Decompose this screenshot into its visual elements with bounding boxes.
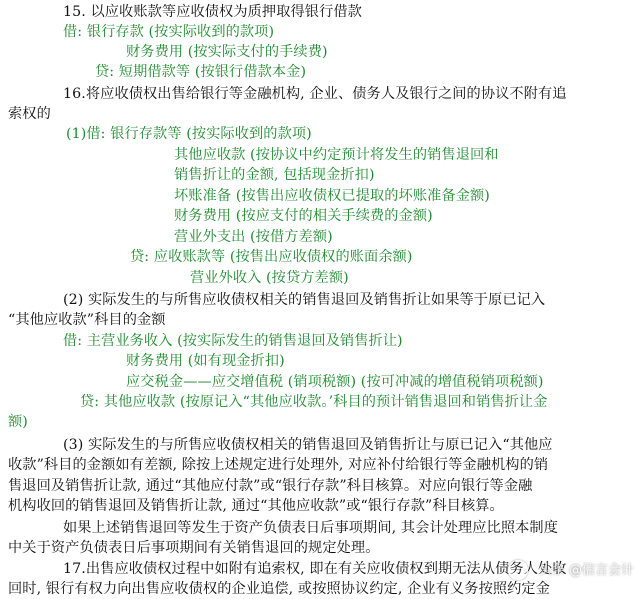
text-line: (2) 实际发生的与所售应收债权相关的销售退回及销售折让如果等于原已记入 <box>63 292 546 308</box>
entry-line: 贷: 其他应收款 (按原记入“其他应收款。’科目的预计销售退回和销售折让金 <box>80 394 548 410</box>
entry-line: 贷: 短期借款等 (按银行借款本金) <box>95 64 307 80</box>
entry-line: (1)借: 银行存款等 (按实际收到的款项) <box>66 126 312 142</box>
text-line: “其他应收款”科目的金额 <box>8 312 166 328</box>
entry-line: 其他应收款 (按协议中约定预计将发生的销售退回和 <box>174 147 499 163</box>
entry-line: 财务费用 (按应支付的相关手续费的金额) <box>174 208 433 224</box>
text-line: 收款”科目的金额如有差额, 除按上述规定进行处理外, 对应补付给银行等金融机构的销 <box>8 457 549 473</box>
text-line: 中关于资产负债表日后事项期间有关销售退回的规定处理。 <box>8 540 380 556</box>
entry-line: 坏账准备 (按售出应收债权已提取的坏账准备金额) <box>174 188 490 204</box>
heading-16: 16.将应收债权出售给银行等金融机构, 企业、债务人及银行之间的协议不附有追 <box>63 86 567 102</box>
heading-15: 15. 以应收账款等应收债权为质押取得银行借款 <box>63 4 362 20</box>
text-line: 机构收回的销售退回及销售折让款, 通过“其他应收款”或“银行存款”科目核算。 <box>8 498 504 514</box>
entry-line: 贷: 应收账款等 (按售出应收债权的账面余额) <box>130 249 413 265</box>
heading-17: 17.出售应收债权过程中如附有追索权, 即在有关应收债权到期无法从债务人处收 <box>63 561 567 577</box>
entry-line: 销售折让的金额, 包括现金折扣) <box>174 167 375 183</box>
entry-line: 财务费用 (如有现金折扣) <box>126 353 285 369</box>
entry-line: 财务费用 (按实际支付的手续费) <box>126 44 328 60</box>
text-line: 售退回及销售折让款, 通过“其他应付款”或“银行存款”科目核算。对应向银行等金融 <box>8 478 533 494</box>
entry-line: 额) <box>8 414 28 430</box>
watermark: 头条 @信言会计 <box>538 563 634 578</box>
text-line: (3) 实际发生的与所售应收债权相关的销售退回及销售折让与原已记入“其他应 <box>63 437 553 453</box>
text-line: 如果上述销售退回等发生于资产负债表日后事项期间, 其会计处理应比照本制度 <box>63 520 558 536</box>
entry-line: 营业外支出 (按借方差额) <box>174 229 333 245</box>
entry-line: 借: 主营业务收入 (按实际发生的销售退回及销售折让) <box>63 333 403 349</box>
text-line: 回时, 银行有权力向出售应收债权的企业追偿, 或按照协议约定, 企业有义务按照约定金 <box>8 581 551 597</box>
entry-line: 借: 银行存款 (按实际收到的款项) <box>63 24 275 40</box>
entry-line: 营业外收入 (按贷方差额) <box>190 270 349 286</box>
watermark-logo-icon <box>508 560 528 580</box>
entry-line: 应交税金——应交增值税 (销项税额) (按可冲减的增值税销项税额) <box>126 374 544 390</box>
text-line: 索权的 <box>8 106 51 122</box>
